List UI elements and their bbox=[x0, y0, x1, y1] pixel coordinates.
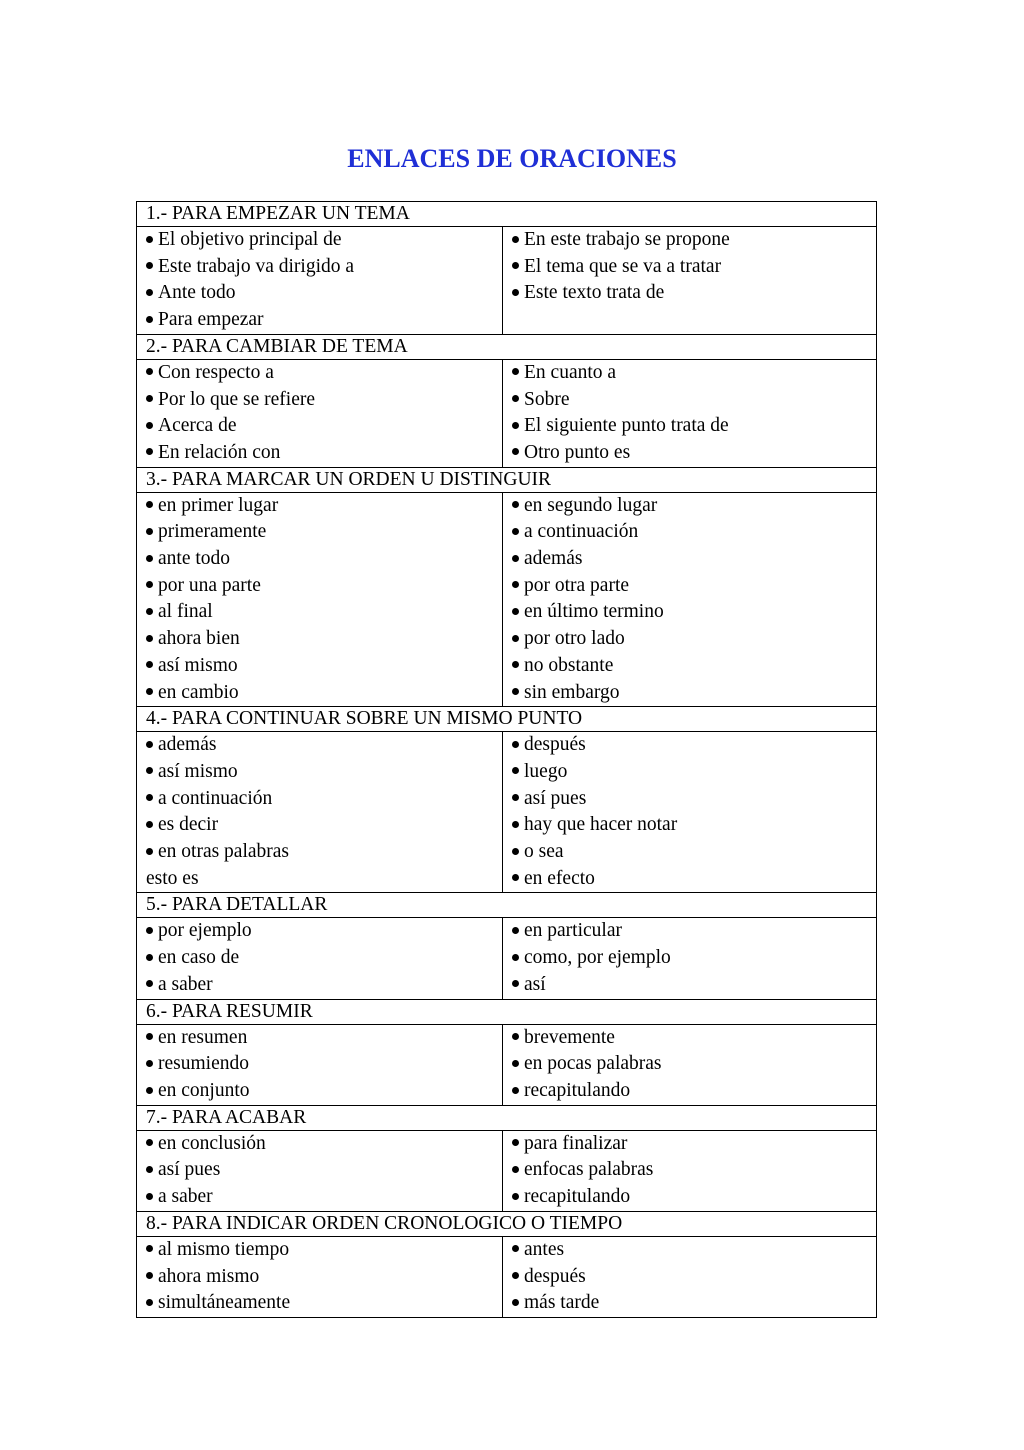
bullet-icon bbox=[146, 528, 153, 535]
bullet-icon bbox=[146, 1033, 153, 1040]
section-heading: 7.- PARA ACABAR bbox=[137, 1105, 877, 1130]
bullet-icon bbox=[512, 289, 519, 296]
list-item-text: luego bbox=[524, 760, 568, 782]
bullet-icon bbox=[512, 608, 519, 615]
list-item bbox=[146, 1051, 502, 1078]
list-item-text: en otras palabras bbox=[158, 841, 290, 863]
list-item-text: sin embargo bbox=[524, 681, 620, 703]
bullet-icon bbox=[146, 1193, 153, 1200]
list-item bbox=[512, 1078, 876, 1105]
bullet-icon bbox=[146, 1060, 153, 1067]
list-item bbox=[146, 1025, 502, 1052]
list-item-text: antes bbox=[524, 1238, 565, 1260]
section-heading: 5.- PARA DETALLAR bbox=[137, 893, 877, 918]
bullet-icon bbox=[512, 794, 519, 801]
bullet-icon bbox=[512, 927, 519, 934]
bullet-icon bbox=[512, 262, 519, 269]
items-column-right bbox=[503, 227, 877, 335]
list-item-text: al mismo tiempo bbox=[158, 1238, 290, 1260]
list-item bbox=[512, 1237, 876, 1264]
list-item-text: ahora bien bbox=[158, 628, 240, 650]
list-item bbox=[146, 732, 502, 759]
list-item bbox=[146, 918, 502, 945]
list-item-text: a continuación bbox=[524, 521, 639, 543]
list-item-text: primeramente bbox=[158, 521, 267, 543]
items-column-right bbox=[503, 732, 877, 893]
list-item bbox=[512, 680, 876, 707]
list-item-text: Con respecto a bbox=[158, 361, 274, 383]
list-item bbox=[146, 680, 502, 707]
section-items-row bbox=[137, 359, 877, 467]
section-header-row bbox=[137, 1211, 877, 1236]
list-item bbox=[146, 1237, 502, 1264]
list-item bbox=[512, 759, 876, 786]
list-item bbox=[146, 972, 502, 999]
list-item bbox=[146, 519, 502, 546]
items-column-left bbox=[137, 732, 503, 893]
list-item-text: a saber bbox=[158, 1186, 213, 1208]
list-item-text: más tarde bbox=[524, 1292, 600, 1314]
list-item-text: Otro punto es bbox=[524, 441, 631, 463]
list-item-text: Este texto trata de bbox=[524, 282, 665, 304]
list-item bbox=[146, 1290, 502, 1317]
list-item-text: ahora mismo bbox=[158, 1265, 260, 1287]
items-column-left bbox=[137, 359, 503, 467]
bullet-icon bbox=[512, 767, 519, 774]
list-item-text: En cuanto a bbox=[524, 361, 617, 383]
list-item bbox=[146, 307, 502, 334]
list-item bbox=[146, 866, 502, 893]
bullet-icon bbox=[512, 368, 519, 375]
bullet-icon bbox=[146, 1245, 153, 1252]
list-item bbox=[512, 1290, 876, 1317]
connectors-table bbox=[136, 201, 877, 1318]
list-item-text: en particular bbox=[524, 920, 622, 942]
bullet-icon bbox=[146, 927, 153, 934]
list-item bbox=[146, 653, 502, 680]
bullet-icon bbox=[512, 1245, 519, 1252]
list-item-text: ante todo bbox=[158, 548, 231, 570]
list-item-text: Sobre bbox=[524, 388, 570, 410]
bullet-icon bbox=[146, 422, 153, 429]
list-item bbox=[512, 387, 876, 414]
bullet-icon bbox=[146, 767, 153, 774]
list-item-text: recapitulando bbox=[524, 1186, 631, 1208]
list-item bbox=[512, 653, 876, 680]
list-item-text: así mismo bbox=[158, 760, 238, 782]
bullet-icon bbox=[512, 1272, 519, 1279]
bullet-icon bbox=[512, 1166, 519, 1173]
list-item bbox=[512, 972, 876, 999]
bullet-icon bbox=[146, 688, 153, 695]
bullet-icon bbox=[146, 368, 153, 375]
list-item-text: simultáneamente bbox=[158, 1292, 291, 1314]
list-item-text: no obstante bbox=[524, 654, 614, 676]
list-item bbox=[512, 546, 876, 573]
items-column-right bbox=[503, 359, 877, 467]
list-item bbox=[146, 786, 502, 813]
items-column-right bbox=[503, 1024, 877, 1105]
bullet-icon bbox=[512, 236, 519, 243]
list-item bbox=[512, 1131, 876, 1158]
list-item-text: además bbox=[158, 734, 217, 756]
bullet-icon bbox=[146, 501, 153, 508]
list-item-text: como, por ejemplo bbox=[524, 947, 671, 969]
list-item bbox=[512, 227, 876, 254]
bullet-icon bbox=[146, 1299, 153, 1306]
section-header-row bbox=[137, 893, 877, 918]
list-item-text: en conjunto bbox=[158, 1079, 250, 1101]
bullet-icon bbox=[146, 980, 153, 987]
list-item bbox=[146, 626, 502, 653]
list-item-text: en resumen bbox=[158, 1026, 248, 1048]
section-header-row bbox=[137, 1105, 877, 1130]
list-item bbox=[146, 945, 502, 972]
list-item-text: o sea bbox=[524, 841, 564, 863]
list-item bbox=[146, 759, 502, 786]
section-items-row bbox=[137, 732, 877, 893]
list-item bbox=[146, 599, 502, 626]
bullet-icon bbox=[512, 661, 519, 668]
bullet-icon bbox=[146, 608, 153, 615]
list-item bbox=[512, 360, 876, 387]
bullet-icon bbox=[146, 635, 153, 642]
list-item bbox=[512, 839, 876, 866]
list-item bbox=[512, 519, 876, 546]
list-item-text: es decir bbox=[158, 814, 219, 836]
list-item bbox=[146, 440, 502, 467]
list-item bbox=[512, 626, 876, 653]
bullet-icon bbox=[146, 262, 153, 269]
section-header-row bbox=[137, 707, 877, 732]
list-item-text: así pues bbox=[524, 787, 587, 809]
list-item bbox=[146, 280, 502, 307]
list-item-text: así bbox=[524, 973, 546, 995]
bullet-icon bbox=[512, 874, 519, 881]
list-item bbox=[512, 732, 876, 759]
section-heading: 8.- PARA INDICAR ORDEN CRONOLOGICO O TIEMPO bbox=[137, 1211, 877, 1236]
section-items-row bbox=[137, 1024, 877, 1105]
section-items-row bbox=[137, 1236, 877, 1317]
list-item-text: por ejemplo bbox=[158, 920, 252, 942]
bullet-icon bbox=[146, 236, 153, 243]
list-item bbox=[146, 546, 502, 573]
list-item-text: brevemente bbox=[524, 1026, 615, 1048]
bullet-icon bbox=[512, 980, 519, 987]
bullet-icon bbox=[146, 555, 153, 562]
list-item-text: en cambio bbox=[158, 681, 239, 703]
list-item-text: por una parte bbox=[158, 574, 261, 596]
list-item-text: en pocas palabras bbox=[524, 1053, 662, 1075]
bullet-icon bbox=[512, 501, 519, 508]
section-header-row bbox=[137, 334, 877, 359]
list-item bbox=[146, 493, 502, 520]
items-column-right bbox=[503, 918, 877, 999]
list-item-text: El tema que se va a tratar bbox=[524, 255, 722, 277]
bullet-icon bbox=[512, 581, 519, 588]
bullet-icon bbox=[512, 555, 519, 562]
section-header-row bbox=[137, 999, 877, 1024]
bullet-icon bbox=[512, 528, 519, 535]
list-item bbox=[512, 280, 876, 307]
list-item-text: así mismo bbox=[158, 654, 238, 676]
list-item-text: a saber bbox=[158, 973, 213, 995]
bullet-icon bbox=[512, 1033, 519, 1040]
list-item-text: En relación con bbox=[158, 441, 281, 463]
bullet-icon bbox=[146, 821, 153, 828]
list-item-text: después bbox=[524, 1265, 586, 1287]
connectors-table-body bbox=[137, 202, 877, 1318]
list-item-text: por otro lado bbox=[524, 628, 625, 650]
bullet-icon bbox=[512, 635, 519, 642]
bullet-icon bbox=[146, 289, 153, 296]
bullet-icon bbox=[512, 1060, 519, 1067]
bullet-icon bbox=[512, 422, 519, 429]
list-item-text: así pues bbox=[158, 1159, 221, 1181]
list-item-text: enfocas palabras bbox=[524, 1159, 654, 1181]
bullet-icon bbox=[146, 581, 153, 588]
section-heading: 1.- PARA EMPEZAR UN TEMA bbox=[137, 202, 877, 227]
list-item bbox=[512, 440, 876, 467]
list-item-text: hay que hacer notar bbox=[524, 814, 678, 836]
items-column-left bbox=[137, 227, 503, 335]
list-item bbox=[146, 413, 502, 440]
bullet-icon bbox=[146, 395, 153, 402]
list-item bbox=[512, 1184, 876, 1211]
section-items-row bbox=[137, 918, 877, 999]
bullet-icon bbox=[512, 1139, 519, 1146]
items-column-left bbox=[137, 1236, 503, 1317]
section-heading: 6.- PARA RESUMIR bbox=[137, 999, 877, 1024]
items-column-left bbox=[137, 918, 503, 999]
list-item bbox=[146, 812, 502, 839]
list-item-text: El siguiente punto trata de bbox=[524, 415, 729, 437]
list-item-text: Ante todo bbox=[158, 282, 236, 304]
section-items-row bbox=[137, 492, 877, 707]
bullet-icon bbox=[146, 848, 153, 855]
list-item bbox=[512, 1264, 876, 1291]
list-item bbox=[512, 599, 876, 626]
bullet-icon bbox=[512, 1193, 519, 1200]
list-item-text: además bbox=[524, 548, 583, 570]
bullet-icon bbox=[146, 316, 153, 323]
list-item-text: en segundo lugar bbox=[524, 494, 658, 516]
list-item-text: por otra parte bbox=[524, 574, 630, 596]
bullet-icon bbox=[146, 1087, 153, 1094]
bullet-icon bbox=[146, 1166, 153, 1173]
items-column-right bbox=[503, 492, 877, 707]
list-item bbox=[512, 254, 876, 281]
bullet-icon bbox=[146, 794, 153, 801]
list-item-text: en efecto bbox=[524, 867, 595, 889]
list-item bbox=[512, 866, 876, 893]
bullet-icon bbox=[512, 1299, 519, 1306]
section-heading: 2.- PARA CAMBIAR DE TEMA bbox=[137, 334, 877, 359]
bullet-icon bbox=[512, 688, 519, 695]
bullet-icon bbox=[146, 954, 153, 961]
bullet-icon bbox=[146, 741, 153, 748]
list-item-text: en primer lugar bbox=[158, 494, 279, 516]
list-item bbox=[146, 1131, 502, 1158]
list-item bbox=[146, 1264, 502, 1291]
items-column-left bbox=[137, 492, 503, 707]
list-item-text: en último termino bbox=[524, 601, 664, 623]
list-item bbox=[512, 786, 876, 813]
list-item-text: resumiendo bbox=[158, 1053, 249, 1075]
list-item bbox=[512, 1157, 876, 1184]
page-title: ENLACES DE ORACIONES bbox=[347, 144, 677, 173]
bullet-icon bbox=[146, 1272, 153, 1279]
list-item-text: después bbox=[524, 734, 586, 756]
bullet-icon bbox=[512, 848, 519, 855]
list-item-text: Por lo que se refiere bbox=[158, 388, 316, 410]
section-items-row bbox=[137, 227, 877, 335]
items-column-right bbox=[503, 1130, 877, 1211]
list-item-text: recapitulando bbox=[524, 1079, 631, 1101]
list-item bbox=[146, 254, 502, 281]
list-item bbox=[146, 360, 502, 387]
bullet-icon bbox=[512, 954, 519, 961]
list-item bbox=[146, 839, 502, 866]
items-column-left bbox=[137, 1024, 503, 1105]
list-item bbox=[512, 1051, 876, 1078]
list-item-text: En este trabajo se propone bbox=[524, 229, 730, 250]
section-heading: 3.- PARA MARCAR UN ORDEN U DISTINGUIR bbox=[137, 467, 877, 492]
list-item bbox=[512, 945, 876, 972]
bullet-icon bbox=[146, 1139, 153, 1146]
list-item bbox=[512, 413, 876, 440]
list-item bbox=[512, 1025, 876, 1052]
list-item-text: al final bbox=[158, 601, 213, 623]
bullet-icon bbox=[512, 741, 519, 748]
section-header-row bbox=[137, 202, 877, 227]
list-item bbox=[512, 493, 876, 520]
items-column-right bbox=[503, 1236, 877, 1317]
bullet-icon bbox=[512, 1087, 519, 1094]
list-item-text: en conclusión bbox=[158, 1132, 266, 1154]
list-item-text: El objetivo principal de bbox=[158, 229, 342, 250]
list-item bbox=[146, 573, 502, 600]
list-item bbox=[512, 918, 876, 945]
section-heading: 4.- PARA CONTINUAR SOBRE UN MISMO PUNTO bbox=[137, 707, 877, 732]
bullet-icon bbox=[512, 821, 519, 828]
bullet-icon bbox=[146, 661, 153, 668]
list-item bbox=[146, 1157, 502, 1184]
bullet-icon bbox=[512, 448, 519, 455]
list-item bbox=[512, 812, 876, 839]
bullet-icon bbox=[146, 448, 153, 455]
list-item-text: Acerca de bbox=[158, 415, 237, 437]
list-item-text: esto es bbox=[146, 867, 199, 889]
list-item bbox=[512, 573, 876, 600]
items-column-left bbox=[137, 1130, 503, 1211]
list-item bbox=[146, 1078, 502, 1105]
list-item bbox=[146, 1184, 502, 1211]
section-items-row bbox=[137, 1130, 877, 1211]
list-item-text: para finalizar bbox=[524, 1132, 628, 1154]
list-item bbox=[146, 227, 502, 254]
list-item-text: en caso de bbox=[158, 947, 240, 969]
list-item-text: Este trabajo va dirigido a bbox=[158, 255, 355, 277]
section-header-row bbox=[137, 467, 877, 492]
list-item bbox=[146, 387, 502, 414]
list-item-text: a continuación bbox=[158, 787, 273, 809]
list-item-text: Para empezar bbox=[158, 309, 264, 331]
bullet-icon bbox=[512, 395, 519, 402]
